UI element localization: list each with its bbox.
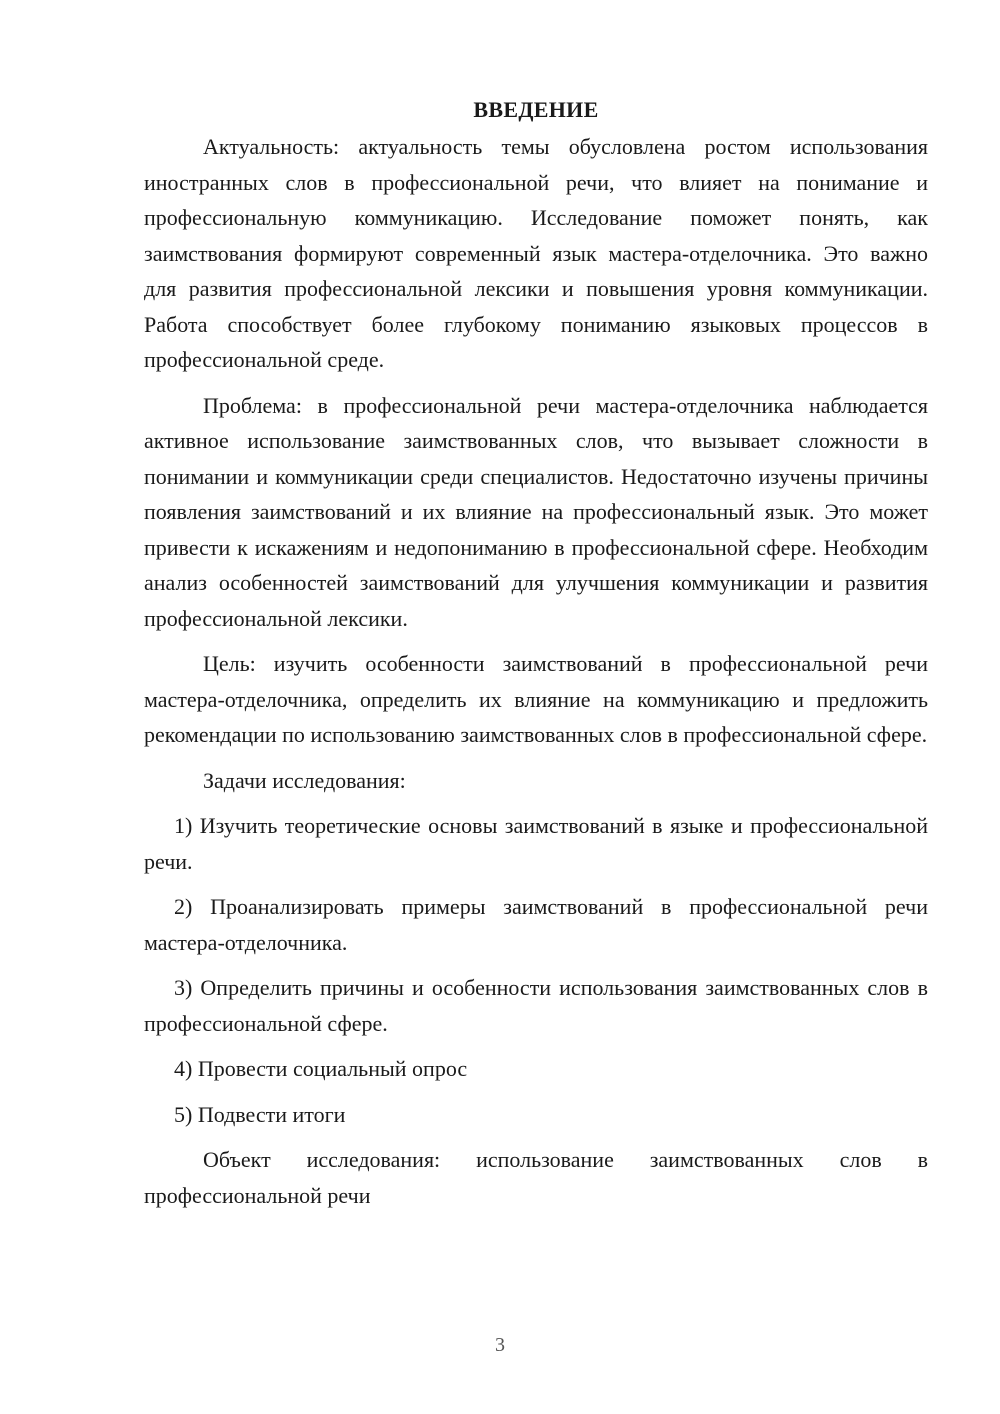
- section-title: ВВЕДЕНИЕ: [473, 97, 599, 122]
- task-item: 2) Проанализировать примеры заимствований в профессиональной речи мастера-отделочника.: [144, 894, 928, 955]
- problem-paragraph: Проблема: в профессиональной речи мастера-отделочника наблюдается активное использование заимствованных слов, что вызывает сложности в понимании и коммуникации среди специалистов. Недостаточно изучены причины появления заимствований и их влияние на профессиональный язык. Это может привести к искажениям и недопониманию в профессиональной сфере. Необходим анализ особенностей заимствований для улучшения коммуникации и развития профессиональной лексики.: [144, 392, 928, 631]
- task-item: 1) Изучить теоретические основы заимствований в языке и профессиональной речи.: [144, 813, 928, 874]
- page-number: 3: [495, 1334, 505, 1356]
- document-page: [144, 92, 928, 1223]
- task-item: 4) Провести социальный опрос: [174, 1056, 468, 1081]
- relevance-paragraph: Актуальность: актуальность темы обусловлена ростом использования иностранных слов в профессиональной речи, что влияет на понимание и профессиональную коммуникацию. Исследование поможет понять, как заимствования формируют современный язык мастера-отделочника. Это важно для развития профессиональной лексики и повышения уровня коммуникации. Работа способствует более глубокому пониманию языковых процессов в профессиональной среде.: [144, 134, 928, 372]
- task-item: 5) Подвести итоги: [174, 1101, 346, 1127]
- task-item: 3) Определить причины и особенности использования заимствованных слов в профессиональной сфере.: [144, 975, 928, 1036]
- tasks-heading: Задачи исследования:: [203, 767, 406, 793]
- object-paragraph: Объект исследования: использование заимствованных слов в профессиональной речи: [144, 1147, 928, 1208]
- goal-paragraph: Цель: изучить особенности заимствований в профессиональной речи мастера-отделочника, определить их влияние на коммуникацию и предложить рекомендации по использованию заимствованных слов в профессиональной сфере.: [144, 651, 928, 747]
